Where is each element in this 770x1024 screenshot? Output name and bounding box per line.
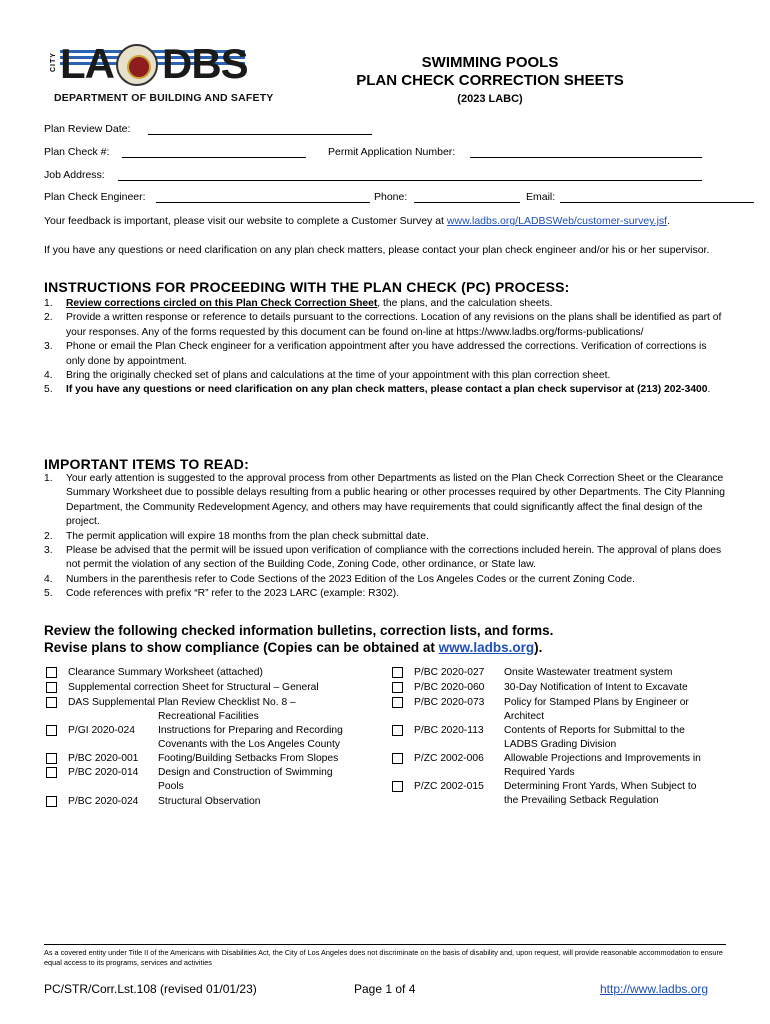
- ladbs-link[interactable]: www.ladbs.org: [438, 640, 535, 655]
- phone-field[interactable]: [414, 202, 520, 203]
- instruction-number: 3.: [44, 341, 53, 353]
- bulletin-code: P/BC 2020-073: [414, 697, 485, 708]
- questions-paragraph: If you have any questions or need clarification on any plan check matters, please contact your plan check engineer and/or his or her supervisor.: [44, 244, 710, 256]
- bulletin-title: Clearance Summary Worksheet (attached): [68, 667, 263, 678]
- instruction-bold: Review corrections circled on this Plan Check Correction Sheet: [66, 298, 378, 309]
- bulletin-title: Onsite Wastewater treatment system: [504, 667, 673, 678]
- bulletin-title: Design and Construction of Swimming: [158, 767, 333, 778]
- bulletin-title: Instructions for Preparing and Recording: [158, 725, 343, 736]
- instruction-number: 1.: [44, 298, 53, 309]
- review-line2-text: Revise plans to show compliance (Copies can be obtained at: [44, 640, 439, 655]
- checkbox-pbc-2020-027[interactable]: [392, 667, 403, 678]
- instruction-item: [44, 311, 726, 340]
- checkbox-pbc-2020-073[interactable]: [392, 697, 403, 708]
- instruction-number: 2.: [44, 312, 53, 324]
- important-text: Code references with prefix “R” refer to the 2023 LARC (example: R302).: [66, 588, 400, 600]
- bulletin-title: Footing/Building Setbacks From Slopes: [158, 753, 339, 764]
- plan-check-number-label: Plan Check #:: [44, 146, 110, 158]
- bulletin-title: Allowable Projections and Improvements in: [504, 753, 701, 764]
- important-item: [44, 573, 726, 587]
- form-number: PC/STR/Corr.Lst.108 (revised 01/01/23): [44, 982, 257, 996]
- bulletin-code: P/BC 2020-014: [68, 767, 139, 778]
- instructions-list: [44, 297, 726, 398]
- title-code-year: (2023 LABC): [457, 93, 523, 105]
- instruction-text: , the plans, and the calculation sheets.: [377, 298, 553, 309]
- permit-application-number-field[interactable]: [470, 157, 702, 158]
- ada-notice: As a covered entity under Title II of the Americans with Disabilities Act, the City of Los Angeles does not discriminate on the basis of disability and, upon request, will provide reasonable accommodation to ensure equal access to its programs, services and activities: [44, 948, 723, 967]
- checkbox-pzc-2002-015[interactable]: [392, 781, 403, 792]
- important-number: 5.: [44, 588, 53, 600]
- plan-check-engineer-field[interactable]: [156, 202, 370, 203]
- checkbox-das-checklist[interactable]: [46, 697, 57, 708]
- important-list: [44, 472, 726, 602]
- bulletin-title-cont: Architect: [504, 711, 545, 722]
- bulletin-title-cont: the Prevailing Setback Regulation: [504, 795, 659, 806]
- checkbox-pzc-2002-006[interactable]: [392, 753, 403, 764]
- bulletin-title: Determining Front Yards, When Subject to: [504, 781, 697, 792]
- bulletin-code: P/BC 2020-113: [414, 725, 484, 736]
- feedback-text: Your feedback is important, please visit our website to complete a Customer Survey at: [44, 215, 447, 227]
- plan-review-date-label: Plan Review Date:: [44, 123, 131, 135]
- logo-city-text: CITY: [50, 52, 57, 72]
- instructions-heading: INSTRUCTIONS FOR PROCEEDING WITH THE PLAN CHECK (PC) PROCESS:: [44, 279, 570, 295]
- checkbox-pbc-2020-113[interactable]: [392, 725, 403, 736]
- checkbox-pgi-2020-024[interactable]: [46, 725, 57, 736]
- important-number: 3.: [44, 545, 53, 557]
- bulletin-title: Supplemental correction Sheet for Structural – General: [68, 682, 319, 693]
- bulletin-title: Contents of Reports for Submittal to the: [504, 725, 685, 736]
- instruction-text: Provide a written response or reference to details pursuant to the corrections. Location of any revisions on the plans shall be identified as part of your responses. Any of the forms requested by this document can be found on-line at https://www.ladbs.org/forms-publications/: [66, 312, 722, 338]
- permit-application-number-label: Permit Application Number:: [328, 146, 456, 158]
- bulletin-title-cont: LADBS Grading Division: [504, 739, 617, 750]
- important-text: Numbers in the parenthesis refer to Code Sections of the 2023 Edition of the Los Angeles Codes or the current Zoning Code.: [66, 573, 635, 585]
- email-label: Email:: [526, 191, 556, 203]
- checkbox-pbc-2020-014[interactable]: [46, 767, 57, 778]
- bulletin-code: P/BC 2020-060: [414, 682, 485, 693]
- important-number: 4.: [44, 573, 53, 585]
- important-item: [44, 530, 726, 544]
- important-item: [44, 472, 726, 530]
- instruction-bold: If you have any questions or need clarification on any plan check matters, please contact a plan check supervisor at (213) 202-3400: [66, 384, 708, 396]
- plan-review-date-field[interactable]: [148, 134, 372, 135]
- email-field[interactable]: [560, 202, 754, 203]
- customer-survey-link[interactable]: www.ladbs.org/LADBSWeb/customer-survey.jsf: [446, 215, 668, 227]
- logo-la-text: LA: [60, 40, 114, 87]
- bulletin-code: P/ZC 2002-006: [414, 753, 484, 764]
- feedback-paragraph: [44, 215, 756, 228]
- city-seal-icon: [116, 44, 158, 86]
- title-swimming-pools: SWIMMING POOLS: [421, 54, 559, 71]
- important-text: Please be advised that the permit will be issued upon verification of compliance with the corrections included herein. The approval of plans does not permit the violation of any section of the Building Code, Zoning Code, other ordinance, or State law.: [66, 545, 722, 571]
- checkbox-pbc-2020-060[interactable]: [392, 682, 403, 693]
- instruction-item: [44, 383, 726, 397]
- logo-dbs-text: DBS: [162, 40, 248, 87]
- bulletin-title-cont: Recreational Facilities: [158, 711, 259, 722]
- ladbs-logo: [50, 40, 274, 108]
- instruction-number: 5.: [44, 384, 53, 396]
- important-text: The permit application will expire 18 months from the plan check submittal date.: [66, 530, 429, 542]
- instruction-number: 4.: [44, 370, 53, 382]
- instruction-item: [44, 297, 726, 311]
- footer-divider: [44, 944, 726, 945]
- checkbox-clearance-summary[interactable]: [46, 667, 57, 678]
- plan-check-number-field[interactable]: [122, 157, 306, 158]
- instruction-text: .: [707, 384, 711, 396]
- review-heading-line2: [44, 639, 542, 656]
- bulletin-code: P/BC 2020-024: [68, 796, 139, 807]
- bulletin-title: Structural Observation: [158, 796, 261, 807]
- important-number: 1.: [44, 473, 53, 484]
- instruction-text: Phone or email the Plan Check engineer for a verification appointment after you have addressed the corrections. Verification of corrections is only done by appointment.: [66, 341, 707, 367]
- bulletin-title-cont: Pools: [158, 781, 184, 792]
- important-item: [44, 544, 726, 573]
- ladbs-url-link[interactable]: http://www.ladbs.org: [600, 982, 709, 996]
- bulletin-code: P/BC 2020-001: [68, 753, 139, 764]
- bulletin-code: P/ZC 2002-015: [414, 781, 484, 792]
- review-line2-end: ).: [534, 640, 543, 655]
- important-item: [44, 587, 726, 601]
- checkbox-supplemental-structural[interactable]: [46, 682, 57, 693]
- bulletin-title-cont: Covenants with the Los Angeles County: [158, 739, 341, 750]
- checkbox-pbc-2020-024[interactable]: [46, 796, 57, 807]
- bulletin-code: P/GI 2020-024: [68, 725, 135, 736]
- important-text: Your early attention is suggested to the approval process from other Departments as listed on the Plan Check Correction Sheet or the Clearance Summary Worksheet due to possible delays resulting from a public hearing or other processes required by other Departments. The City Planning Department, the Community Redevelopment Agency, and others may have requirements that could significantly affect the final design of the project.: [66, 473, 725, 528]
- bulletin-title: Policy for Stamped Plans by Engineer or: [504, 697, 689, 708]
- bulletin-title: 30-Day Notification of Intent to Excavate: [504, 682, 688, 693]
- instruction-item: [44, 340, 726, 369]
- checkbox-pbc-2020-001[interactable]: [46, 753, 57, 764]
- bulletin-code: P/BC 2020-027: [414, 667, 485, 678]
- title-correction-sheets: PLAN CHECK CORRECTION SHEETS: [356, 72, 624, 89]
- job-address-field[interactable]: [118, 180, 702, 181]
- bulletin-title: DAS Supplemental Plan Review Checklist No. 8 –: [68, 697, 296, 708]
- logo-department-text: DEPARTMENT OF BUILDING AND SAFETY: [54, 92, 274, 104]
- review-heading-line1: Review the following checked information bulletins, correction lists, and forms.: [44, 623, 554, 638]
- instruction-item: [44, 369, 726, 383]
- phone-label: Phone:: [374, 191, 408, 203]
- important-heading: IMPORTANT ITEMS TO READ:: [44, 456, 249, 472]
- bulletin-title-cont: Required Yards: [504, 767, 575, 778]
- page-number: Page 1 of 4: [354, 982, 416, 996]
- instruction-text: Bring the originally checked set of plans and calculations at the time of your appointment with this plan correction sheet.: [66, 370, 611, 382]
- job-address-label: Job Address:: [44, 169, 105, 181]
- feedback-end: .: [667, 215, 671, 227]
- plan-check-engineer-label: Plan Check Engineer:: [44, 191, 146, 203]
- important-number: 2.: [44, 530, 53, 542]
